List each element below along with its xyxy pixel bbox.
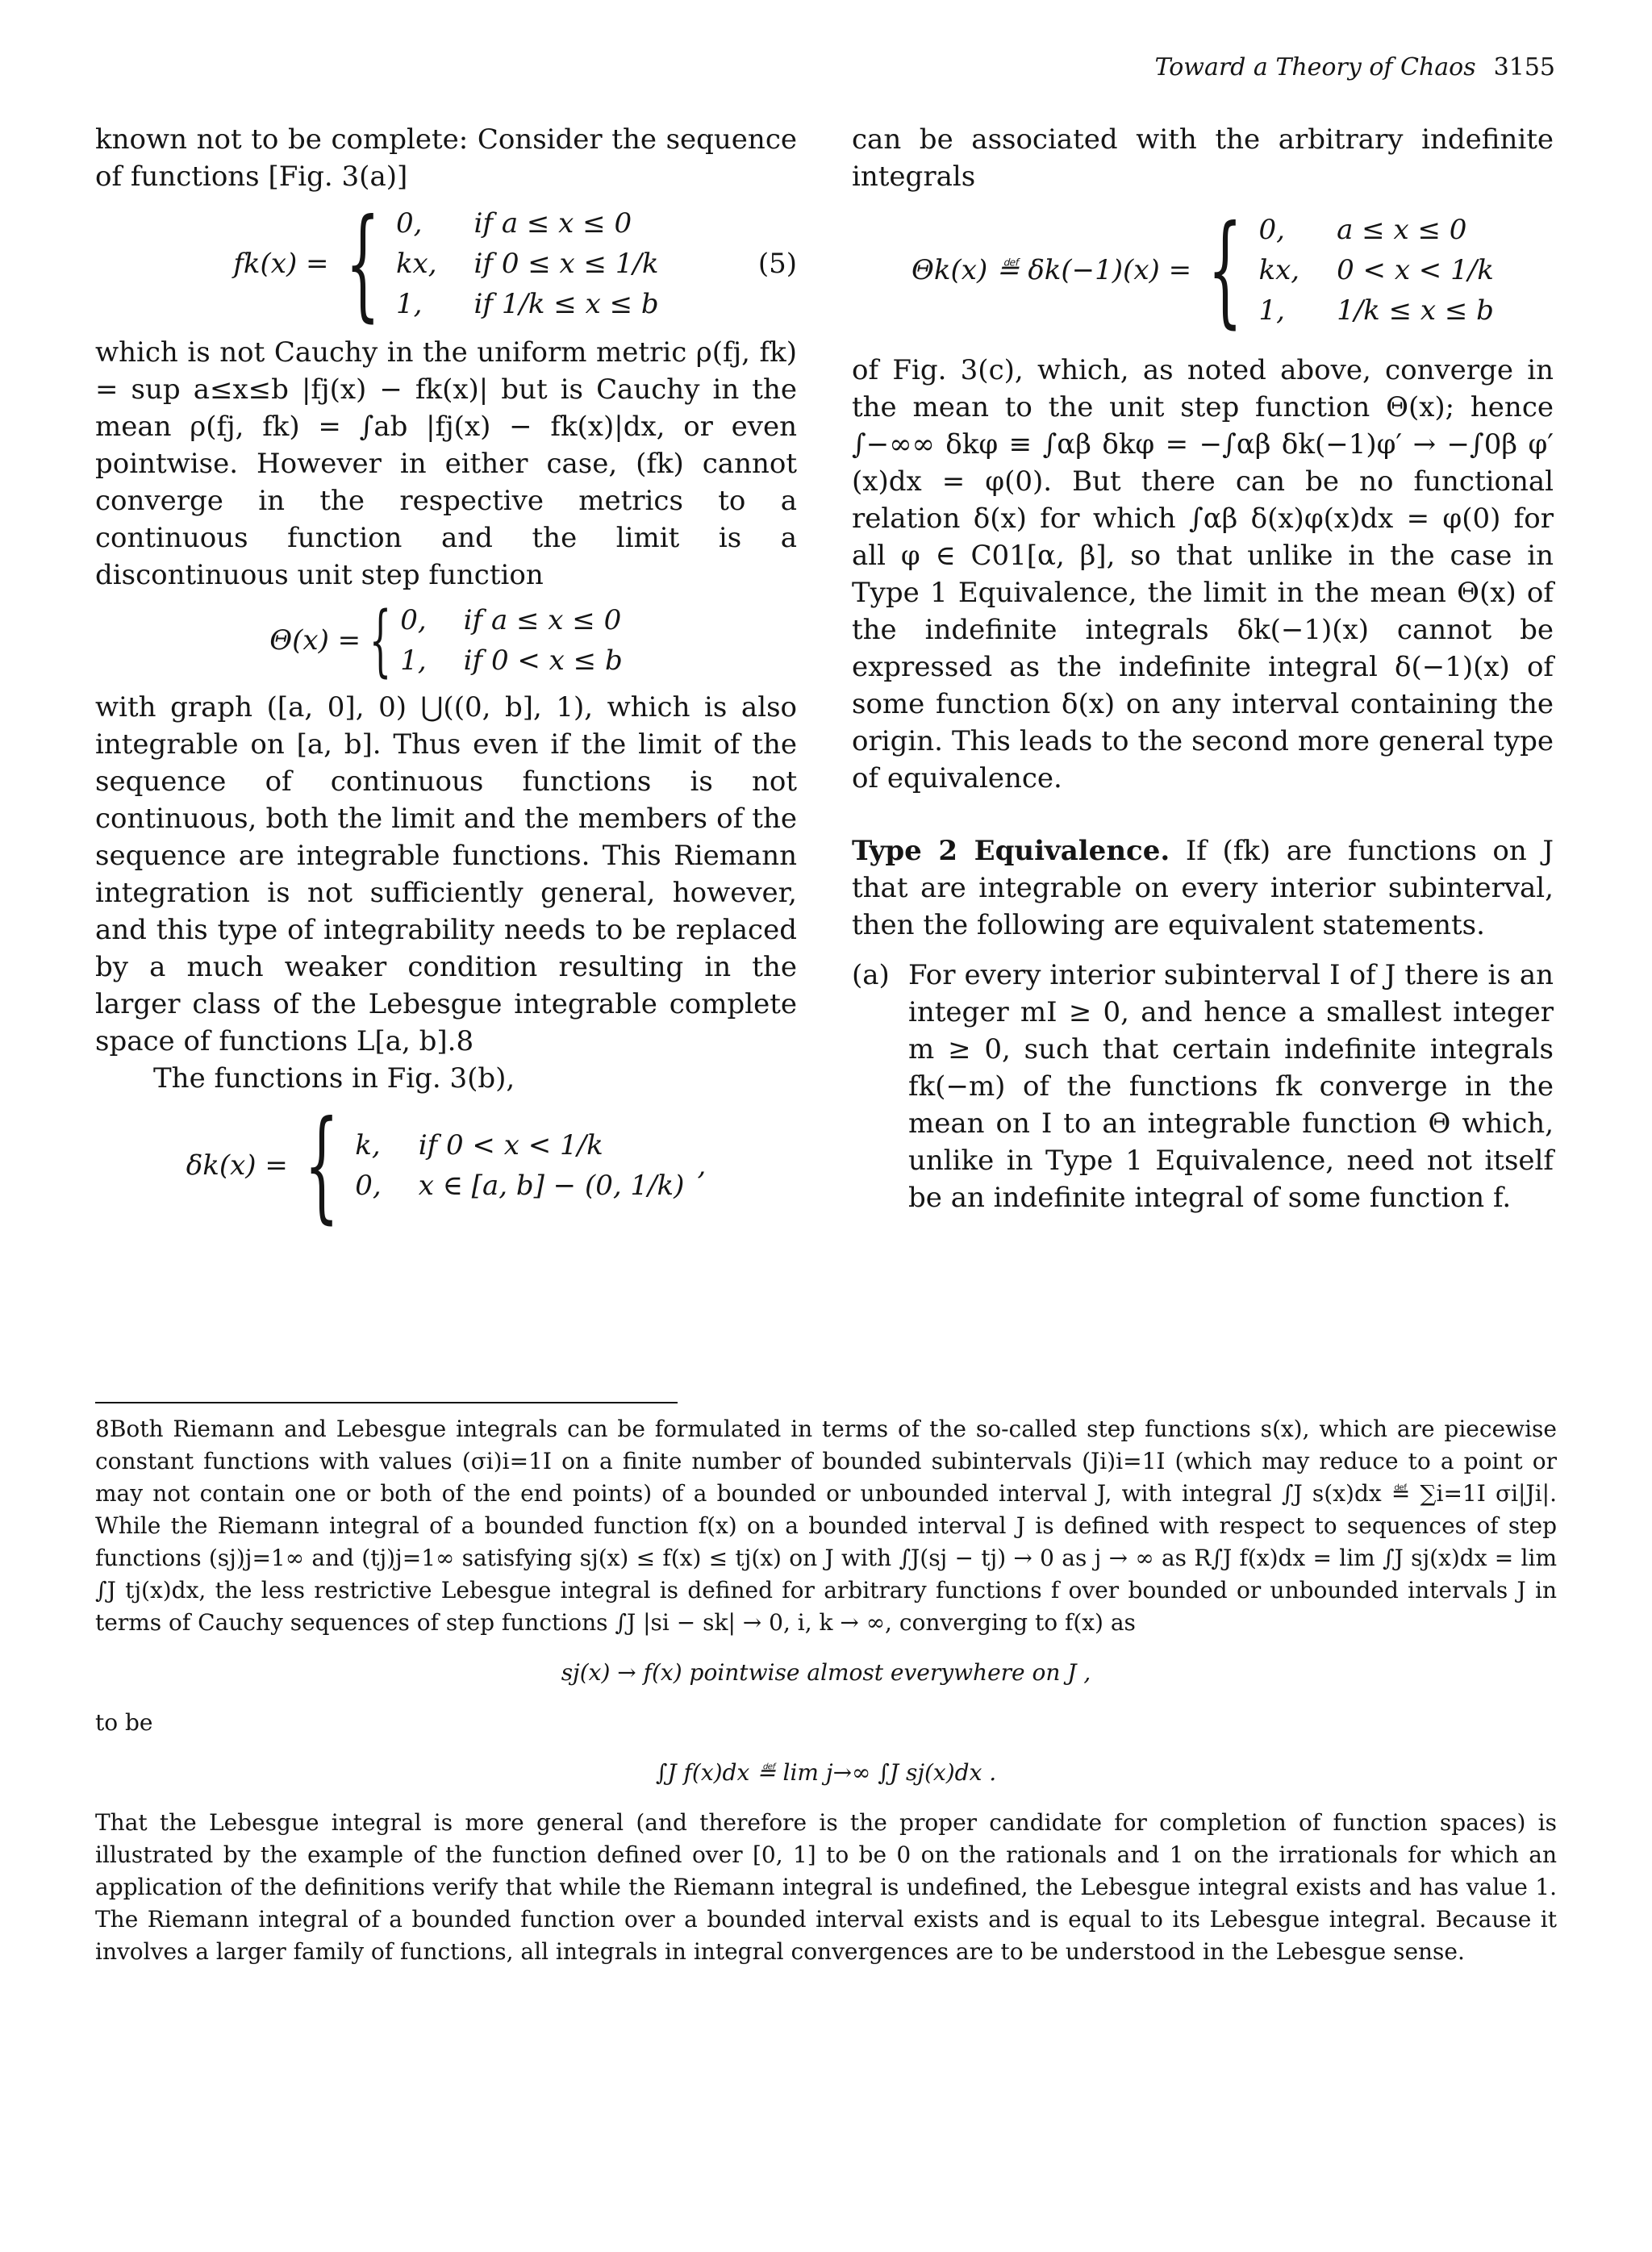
footnote-equation: sj(x) → f(x) pointwise almost everywhere on J , (561, 1659, 1091, 1686)
footnote-paragraph: to be (95, 1709, 153, 1736)
case-condition: x ∈ [a, b] − (0, 1/k) (418, 1170, 685, 1202)
case-value: 1, (400, 644, 427, 677)
footnote-equation: ∫J f(x)dx ≝ lim j→∞ ∫J sj(x)dx . (655, 1759, 997, 1786)
case-value: k, (355, 1129, 381, 1161)
left-brace: { (369, 595, 392, 686)
case-condition: 1/k ≤ x ≤ b (1337, 294, 1494, 327)
paragraph: with graph ([a, 0], 0) ⋃((0, b], 1), which is also integrable on [a, b]. Thus even if the limit of the sequence of continuous functions is not continuous, both the limit and the members of the sequence are integrable functions. This Riemann integration is not sufficiently general, however, and this type of integrability needs to be replaced by a much weaker condition resulting in the larger class of the Lebesgue integrable complete space of functions L[a, b].8 (95, 691, 797, 1057)
paragraph: known not to be complete: Consider the sequence of functions [Fig. 3(a)] (95, 123, 797, 193)
equation-cases (400, 602, 623, 679)
case-value: 1, (395, 288, 423, 320)
case-condition: 0 < x < 1/k (1337, 254, 1494, 286)
footnote-rule (95, 1402, 678, 1403)
case-value: 0, (395, 207, 423, 240)
footnote-paragraph: 8Both Riemann and Lebesgue integrals can be formulated in terms of the so-called step functions s(x), which are piecewise constant functions with values (σi)i=1I on a finite number of bounded subintervals (Ji)i=1I (which may reduce to a point or may not contain one or both of the end points) of a bounded or unbounded interval J, with integral ∫J s(x)dx ≝ ∑i=1I σi|Ji|. While the Riemann integral of a bounded function f(x) on a bounded interval J is defined with respect to sequences of step functions (sj)j=1∞ and (tj)j=1∞ satisfying sj(x) ≤ f(x) ≤ tj(x) on J with ∫J(sj − tj) → 0 as j → ∞ as R∫J f(x)dx = lim ∫J sj(x)dx = lim ∫J tj(x)dx, the less restrictive Lebesgue integral is defined for arbitrary functions f over bounded or unbounded intervals J in terms of Cauchy sequences of step functions ∫J |si − sk| → 0, i, k → ∞, converging to f(x) as (95, 1416, 1557, 1636)
case-condition: if 1/k ≤ x ≤ b (473, 288, 659, 320)
case-value: 1, (1258, 294, 1285, 327)
paragraph: which is not Cauchy in the uniform metric ρ(fj, fk) = sup a≤x≤b |fj(x) − fk(x)| but is Cauchy in the mean ρ(fj, fk) = ∫ab |fj(x) − fk(x)|dx, or even pointwise. However in either case, (fk) cannot converge in the respective metrics to a continuous function and the limit is a discontinuous unit step function (95, 336, 797, 591)
footnote-paragraph: That the Lebesgue integral is more general (and therefore is the proper candidate for completion of function spaces) is illustrated by the example of the function defined over [0, 1] to be 0 on the rationals and 1 on the irrationals for which an application of the definitions verify that while the Riemann integral is undefined, the Lebesgue integral exists and has value 1. The Riemann integral of a bounded function over a bounded interval exists and is equal to its Lebesgue integral. Because it involves a larger family of functions, all integrals in integral convergences are to be understood in the Lebesgue sense. (95, 1809, 1557, 1965)
equation-lhs: Θk(x) ≝ δk(−1)(x) = (912, 254, 1192, 286)
equation-lhs: fk(x) = (233, 248, 329, 280)
equation-5 (95, 194, 797, 334)
left-brace: { (1208, 200, 1243, 340)
type2-heading: Type 2 Equivalence. (852, 835, 1170, 867)
equation-cases (1259, 211, 1494, 329)
equation-lhs: δk(x) = (186, 1149, 288, 1182)
case-condition: if a ≤ x ≤ 0 (473, 207, 632, 240)
case-condition: if a ≤ x ≤ 0 (463, 604, 622, 636)
equation-delta (95, 1095, 797, 1236)
case-value: 0, (1258, 214, 1285, 246)
case-value: 0, (400, 604, 427, 636)
list-item-text: For every interior subinterval I of J there is an integer mI ≥ 0, and hence a smallest integer m ≥ 0, such that certain indefinite integrals fk(−m) of the functions fk converge in the mean on I to an integrable function Θ which, unlike in Type 1 Equivalence, need not itself be an indefinite integral of some function f. (908, 959, 1554, 1214)
left-column (95, 121, 797, 1236)
list-item-label: (a) (852, 959, 890, 991)
case-condition: a ≤ x ≤ 0 (1337, 214, 1467, 246)
equation-theta (95, 595, 797, 686)
running-head-title: Toward a Theory of Chaos (1154, 53, 1476, 81)
page-number: 3155 (1493, 53, 1555, 81)
list-item (852, 957, 1554, 1216)
type2-text: If (fk) are functions on J that are integrable on every interior subinterval, then the following are equivalent statements. (852, 835, 1554, 941)
case-value: 0, (355, 1170, 382, 1202)
case-condition: if 0 ≤ x ≤ 1/k (473, 248, 659, 280)
case-value: kx, (1258, 254, 1300, 286)
equation-number: (5) (757, 248, 797, 280)
equation-cases (355, 1127, 684, 1204)
equation-trailing-comma: , (697, 1149, 707, 1182)
case-condition: if 0 < x ≤ b (463, 644, 623, 677)
paragraph: of Fig. 3(c), which, as noted above, converge in the mean to the unit step function Θ(x); hence ∫−∞∞ δkφ ≡ ∫αβ δkφ = −∫αβ δk(−1)φ′ → −∫0β φ′(x)dx = φ(0). But there can be no functional relation δ(x) for which ∫αβ δ(x)φ(x)dx = φ(0) for all φ ∈ C01[α, β], so that unlike in the case in Type 1 Equivalence, the limit in the mean Θ(x) of the indefinite integrals δk(−1)(x) cannot be expressed as the indefinite integral δ(−1)(x) of some function δ(x) on any interval containing the origin. This leads to the second more general type of equivalence. (852, 354, 1554, 794)
left-brace: { (344, 194, 380, 334)
paragraph: The functions in Fig. 3(b), (153, 1062, 515, 1095)
equation-thetak (852, 200, 1554, 340)
left-brace: { (304, 1095, 340, 1236)
footnote (95, 1413, 1557, 1968)
equation-lhs: Θ(x) = (269, 624, 361, 657)
paragraph: can be associated with the arbitrary indefinite integrals (852, 123, 1554, 193)
right-column (852, 121, 1554, 1216)
equation-cases (396, 205, 659, 323)
running-head (1155, 53, 1555, 81)
type2-paragraph (852, 832, 1554, 944)
case-value: kx, (395, 248, 437, 280)
case-condition: if 0 < x < 1/k (418, 1129, 603, 1161)
